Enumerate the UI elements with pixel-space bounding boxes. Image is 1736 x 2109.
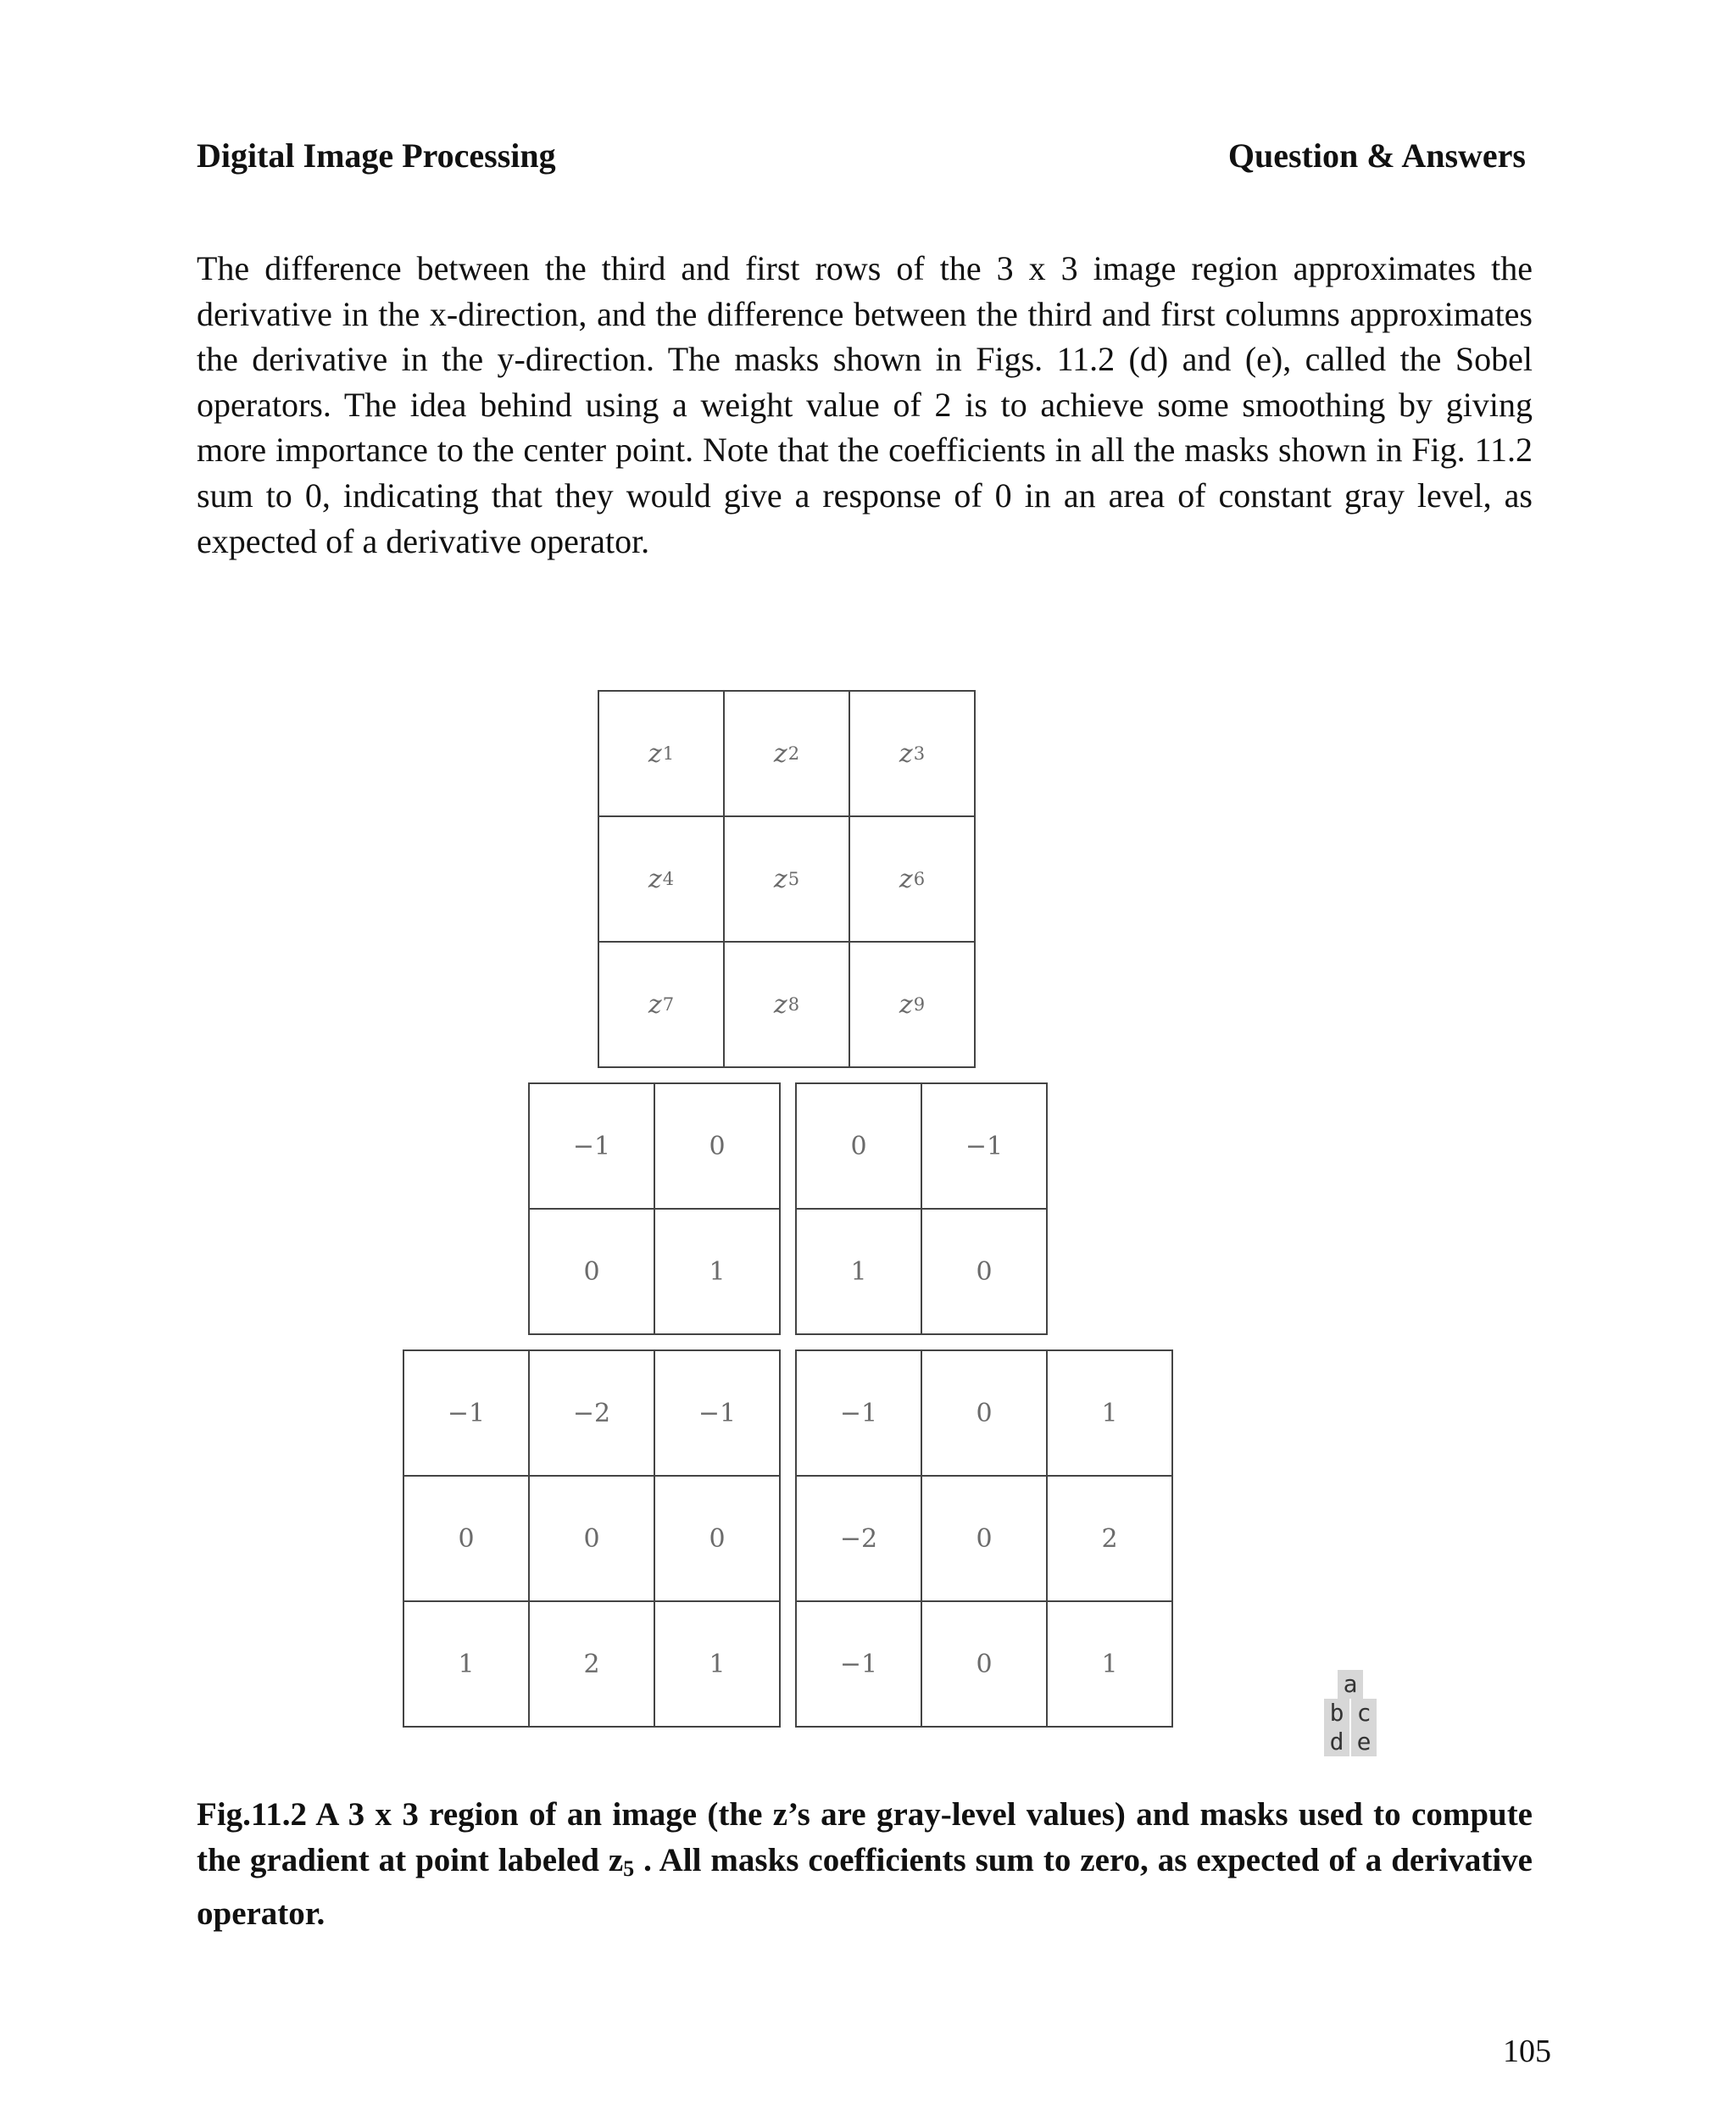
cell-variable: z <box>899 864 913 894</box>
mask-cell: 1 <box>795 1208 923 1336</box>
mask-cell: 0 <box>921 1208 1049 1336</box>
legend-a: a <box>1338 1670 1363 1699</box>
cell-subscript: 6 <box>913 869 926 889</box>
legend-row-top <box>1322 1670 1378 1699</box>
caption-subscript: 5 <box>623 1856 635 1881</box>
mask-b-grid <box>529 1083 780 1334</box>
cell-variable: z <box>899 738 913 769</box>
mask-cell: 0 <box>654 1475 782 1603</box>
legend-e: e <box>1351 1728 1377 1756</box>
cell-variable: z <box>648 864 662 894</box>
mask-e-grid <box>796 1350 1172 1727</box>
mask-cell: 1 <box>654 1208 782 1336</box>
body-paragraph: The difference between the third and first rows of the 3 x 3 image region approximates the derivative in the x-direction, and the difference between the third and first columns approximates the derivative in the y-direction. The masks shown in Figs. 11.2 (d) and (e), called the Sobel operators. The idea behind using a weight value of 2 is to achieve some smoothing by giving more importance to the center point. Note that the coefficients in all the masks shown in Fig. 11.2 sum to 0, indicating that they would give a response of 0 in an area of constant gray level, as expected of a derivative operator. <box>197 249 1533 560</box>
caption-text-end: . All masks coefficients sum to zero, as expected of a derivative operator. <box>197 1841 1533 1933</box>
cell-subscript: 7 <box>662 994 675 1015</box>
mask-cell: 0 <box>921 1600 1049 1728</box>
region-cell <box>849 941 976 1069</box>
cell-variable: z <box>648 989 662 1020</box>
mask-cell: 1 <box>1046 1600 1174 1728</box>
legend-row-middle <box>1322 1699 1378 1728</box>
region-cell <box>598 815 726 943</box>
legend-c: c <box>1351 1699 1377 1728</box>
header-section: Question & Answers <box>1227 136 1526 175</box>
mask-cell: 1 <box>1046 1349 1174 1477</box>
legend-d: d <box>1324 1728 1349 1756</box>
mask-cell: 0 <box>795 1082 923 1210</box>
page-number: 105 <box>1503 2034 1551 2069</box>
cell-variable: z <box>773 864 787 894</box>
region-cell <box>598 690 726 818</box>
mask-cell: 0 <box>403 1475 531 1603</box>
region-cell <box>723 941 851 1069</box>
region-cell <box>598 941 726 1069</box>
region-cell <box>849 815 976 943</box>
mask-cell: 0 <box>921 1349 1049 1477</box>
caption-text: Fig.11.2 A 3 x 3 region of an image (the z’s are gray-level values) and masks used to compute the gradient at point labeled z <box>197 1796 1533 1878</box>
mask-d-grid <box>403 1350 780 1727</box>
cell-variable: z <box>899 989 913 1020</box>
region-cell <box>723 690 851 818</box>
legend-b: b <box>1324 1699 1349 1728</box>
region-cell <box>723 815 851 943</box>
mask-cell: 0 <box>654 1082 782 1210</box>
cell-variable: z <box>773 989 787 1020</box>
mask-c-grid <box>796 1083 1047 1334</box>
cell-subscript: 2 <box>787 743 800 764</box>
cell-subscript: 3 <box>913 743 926 764</box>
cell-subscript: 4 <box>662 869 675 889</box>
image-region-grid <box>598 691 975 1067</box>
mask-cell: −1 <box>654 1349 782 1477</box>
mask-cell: −1 <box>795 1600 923 1728</box>
cell-subscript: 9 <box>913 994 926 1015</box>
header-title: Digital Image Processing <box>197 136 556 175</box>
mask-cell: −1 <box>795 1349 923 1477</box>
mask-cell: −1 <box>403 1349 531 1477</box>
mask-cell: 1 <box>654 1600 782 1728</box>
mask-cell: 0 <box>528 1208 656 1336</box>
mask-cell: −2 <box>528 1349 656 1477</box>
legend-row-bottom <box>1322 1728 1378 1756</box>
cell-subscript: 1 <box>662 743 675 764</box>
mask-cell: 2 <box>1046 1475 1174 1603</box>
figure-caption <box>197 1792 1533 1937</box>
mask-cell: 0 <box>921 1475 1049 1603</box>
mask-cell: −2 <box>795 1475 923 1603</box>
mask-cell: 0 <box>528 1475 656 1603</box>
region-cell <box>849 690 976 818</box>
mask-cell: −1 <box>528 1082 656 1210</box>
cell-subscript: 8 <box>787 994 800 1015</box>
mask-cell: 1 <box>403 1600 531 1728</box>
cell-variable: z <box>648 738 662 769</box>
mask-cell: −1 <box>921 1082 1049 1210</box>
cell-subscript: 5 <box>787 869 800 889</box>
mask-cell: 2 <box>528 1600 656 1728</box>
cell-variable: z <box>773 738 787 769</box>
panel-legend <box>1322 1670 1378 1756</box>
